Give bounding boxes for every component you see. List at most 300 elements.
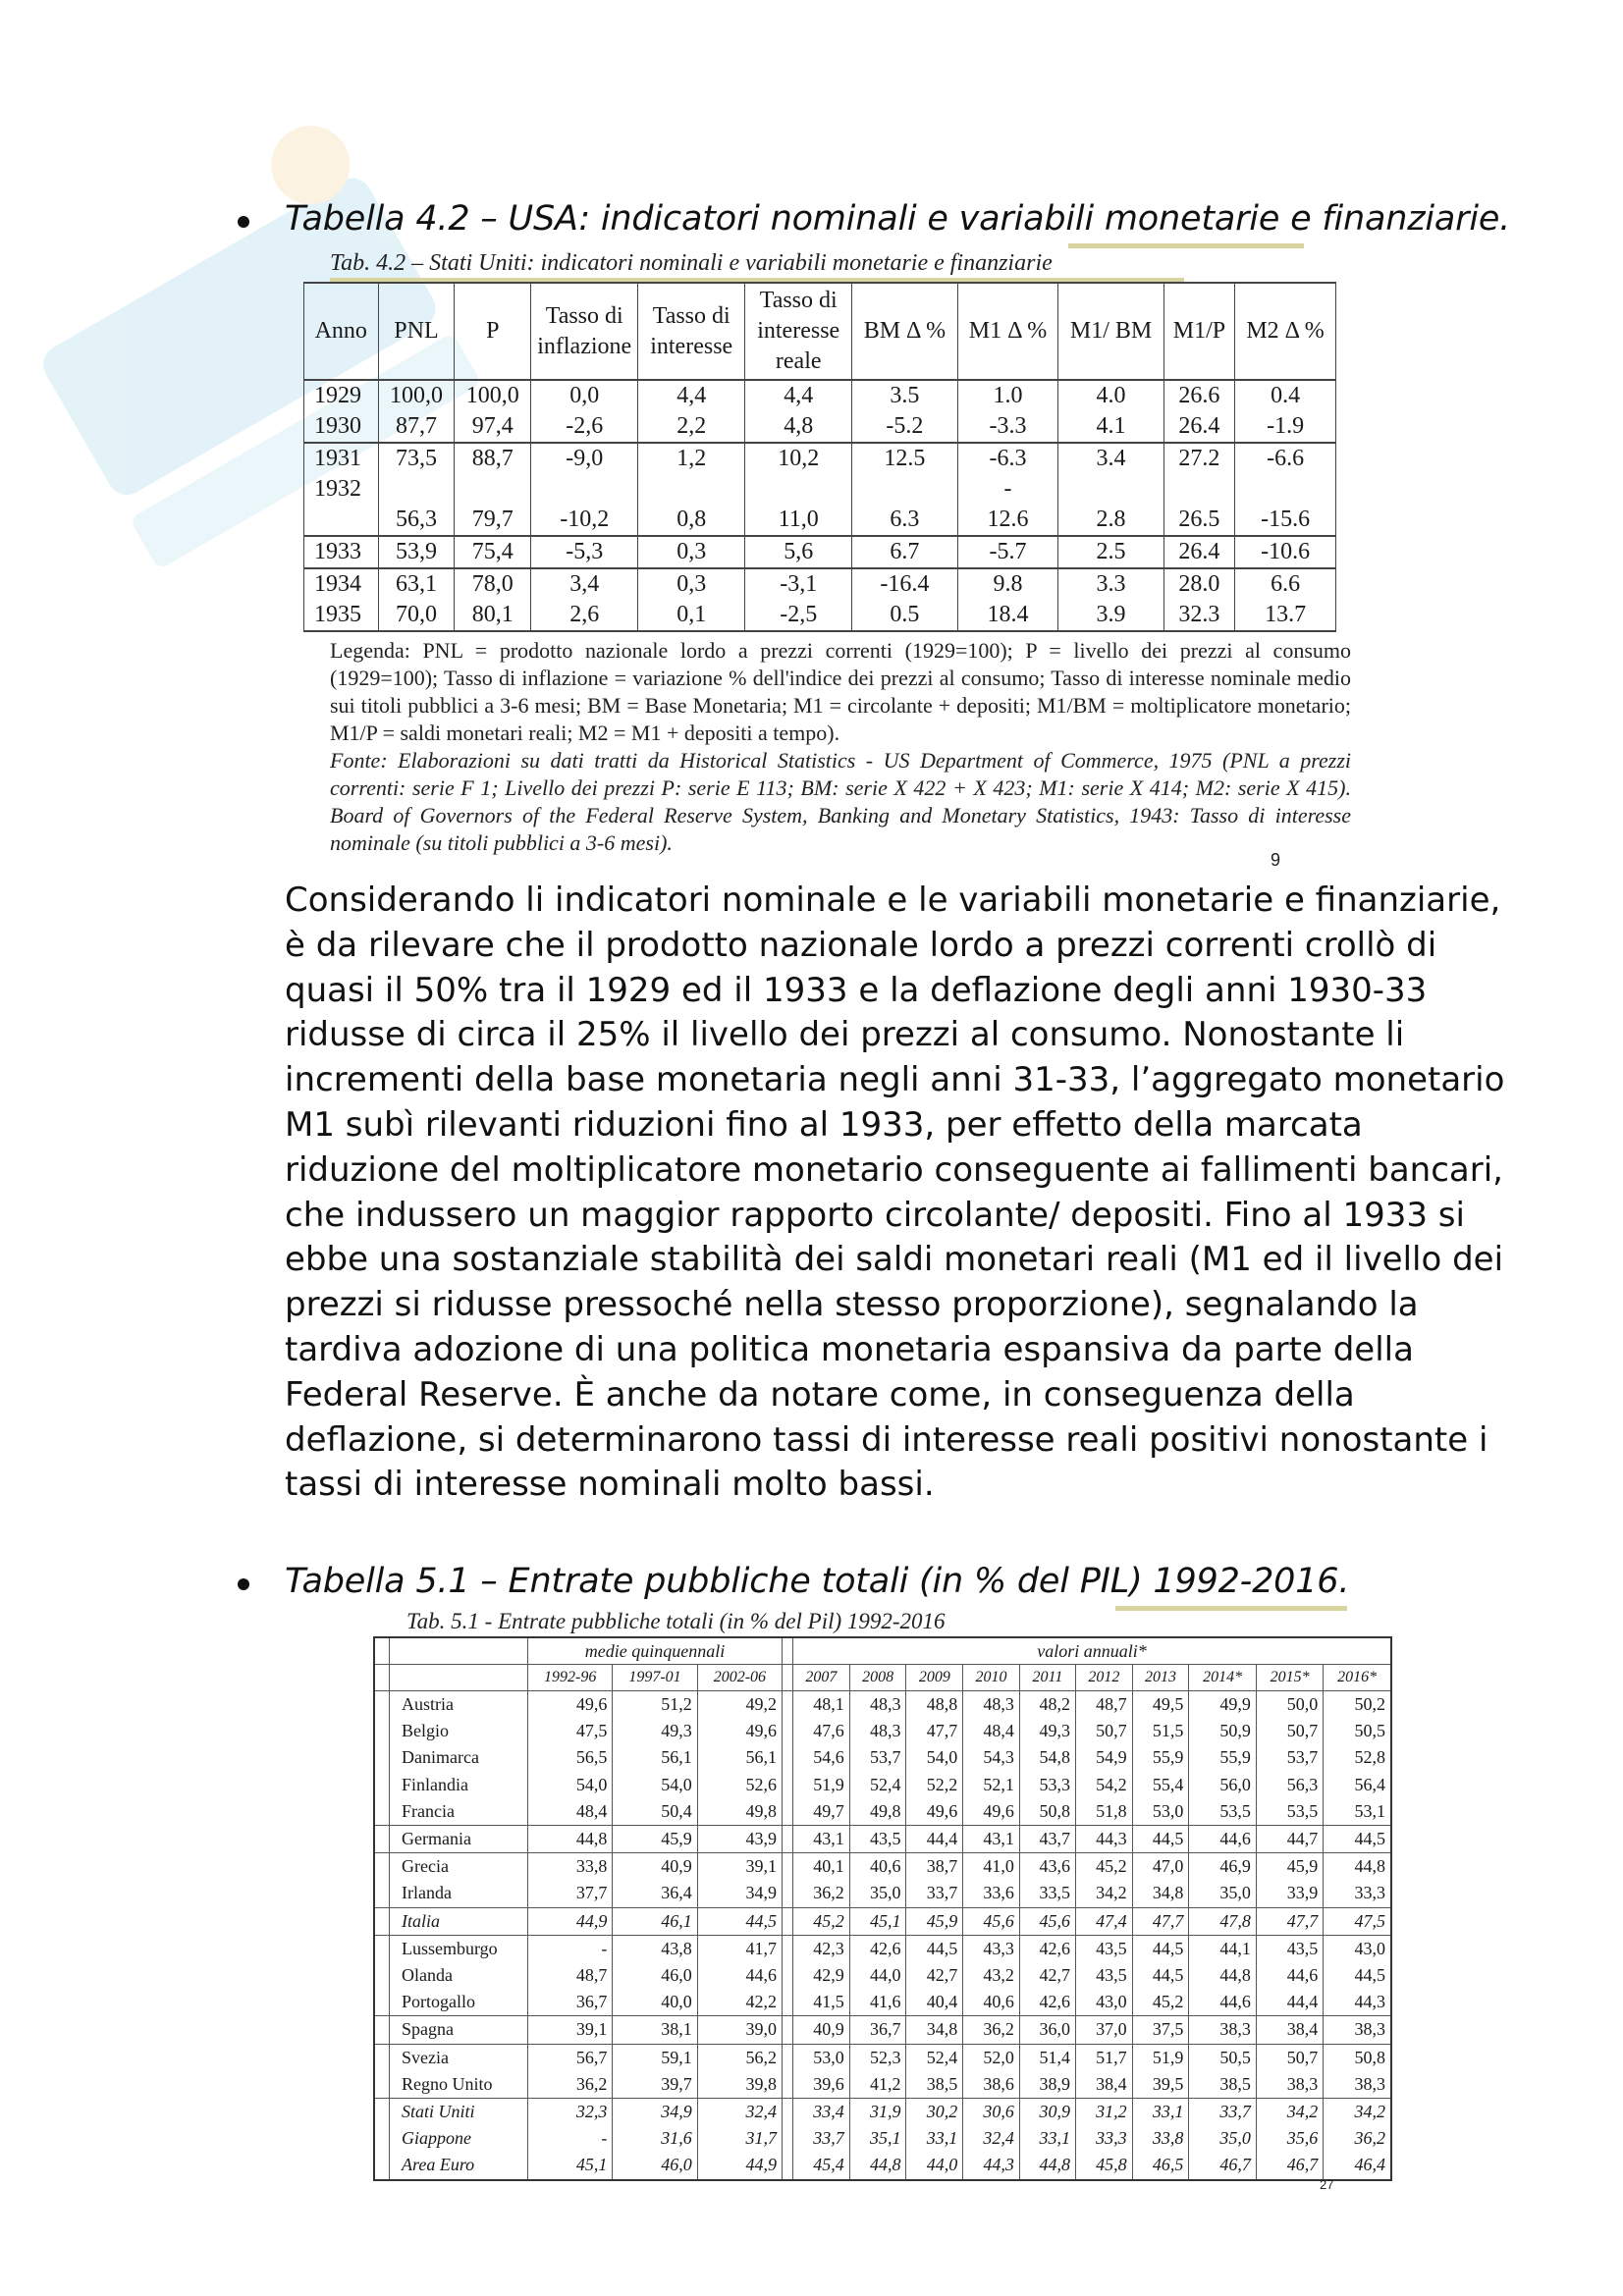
avg-cell: 32,3 bbox=[528, 2099, 613, 2126]
year-cell: 47,7 bbox=[906, 1718, 963, 1744]
avg-cell: 34,9 bbox=[697, 1880, 782, 1907]
year-cell: 43,0 bbox=[1075, 1989, 1132, 2016]
avg-cell: 39,1 bbox=[528, 2016, 613, 2044]
table-cell: 11,0 bbox=[745, 505, 852, 536]
country-name: Francia bbox=[390, 1798, 528, 1826]
group-medie: medie quinquennali bbox=[528, 1637, 783, 1665]
year-cell: 31,2 bbox=[1075, 2099, 1132, 2126]
bullet-icon bbox=[238, 1578, 249, 1590]
year-cell: 49,3 bbox=[1019, 1718, 1075, 1744]
table-cell: 6.7 bbox=[852, 536, 957, 568]
year-cell: 49,5 bbox=[1132, 1691, 1189, 1719]
year-cell: 49,9 bbox=[1189, 1691, 1256, 1719]
table-row bbox=[374, 1907, 1391, 1935]
country-name: Germania bbox=[390, 1826, 528, 1853]
table42-legend bbox=[330, 637, 1351, 857]
table-cell: 1935 bbox=[304, 600, 379, 631]
year-cell: 44,4 bbox=[906, 1826, 963, 1853]
avg-cell: 49,6 bbox=[697, 1718, 782, 1744]
year-cell: 34,8 bbox=[1132, 1880, 1189, 1907]
year-cell: 41,2 bbox=[849, 2071, 906, 2099]
table-cell bbox=[1235, 474, 1336, 505]
col-anno: Anno bbox=[304, 283, 379, 380]
year-cell: 44,0 bbox=[906, 2152, 963, 2179]
year-cell: 50,7 bbox=[1256, 2044, 1323, 2071]
table-cell: -16.4 bbox=[852, 568, 957, 600]
table-cell: 12.6 bbox=[957, 505, 1058, 536]
year-cell: 51,5 bbox=[1132, 1718, 1189, 1744]
country-name: Italia bbox=[390, 1907, 528, 1935]
year-cell: 40,6 bbox=[963, 1989, 1020, 2016]
year-cell: 43,5 bbox=[1256, 1935, 1323, 1962]
table-cell: 2,6 bbox=[531, 600, 638, 631]
table-row bbox=[374, 1989, 1391, 2016]
year-cell: 44,3 bbox=[1075, 1826, 1132, 1853]
avg-cell: 39,7 bbox=[613, 2071, 697, 2099]
table-cell: - bbox=[957, 474, 1058, 505]
table-row bbox=[374, 2152, 1391, 2179]
year-cell: 54,8 bbox=[1019, 1744, 1075, 1771]
table-cell: 0,3 bbox=[638, 568, 745, 600]
year-cell: 43,1 bbox=[793, 1826, 850, 1853]
year-cell: 50,5 bbox=[1324, 1718, 1391, 1744]
heading-underline bbox=[1115, 1606, 1347, 1611]
table-cell bbox=[455, 474, 531, 505]
period-header: 1997-01 bbox=[613, 1665, 697, 1691]
avg-cell: 52,6 bbox=[697, 1772, 782, 1798]
table-cell: 1.0 bbox=[957, 380, 1058, 411]
year-cell: 43,7 bbox=[1019, 1826, 1075, 1853]
year-cell: 35,0 bbox=[1189, 1880, 1256, 1907]
year-cell: 38,7 bbox=[906, 1853, 963, 1881]
heading-underline bbox=[1068, 243, 1304, 248]
table-cell: 13.7 bbox=[1235, 600, 1336, 631]
year-cell: 44,8 bbox=[849, 2152, 906, 2179]
group-annuali: valori annuali* bbox=[793, 1637, 1391, 1665]
year-cell: 48,2 bbox=[1019, 1691, 1075, 1719]
year-cell: 42,9 bbox=[793, 1962, 850, 1989]
avg-cell: 38,1 bbox=[613, 2016, 697, 2044]
year-cell: 38,3 bbox=[1324, 2071, 1391, 2099]
country-name: Irlanda bbox=[390, 1880, 528, 1907]
avg-cell: 45,1 bbox=[528, 2152, 613, 2179]
table-cell bbox=[852, 474, 957, 505]
table-row bbox=[304, 411, 1336, 443]
year-cell: 33,1 bbox=[1019, 2125, 1075, 2152]
year-cell: 49,7 bbox=[793, 1798, 850, 1826]
avg-cell: 46,0 bbox=[613, 1962, 697, 1989]
table-cell: 1934 bbox=[304, 568, 379, 600]
country-name: Giappone bbox=[390, 2125, 528, 2152]
year-cell: 44,5 bbox=[1132, 1962, 1189, 1989]
year-cell: 33,1 bbox=[1132, 2099, 1189, 2126]
year-header: 2014* bbox=[1189, 1665, 1256, 1691]
year-cell: 33,6 bbox=[963, 1880, 1020, 1907]
country-name: Stati Uniti bbox=[390, 2099, 528, 2126]
table-cell: 100,0 bbox=[378, 380, 455, 411]
table-cell: 6.6 bbox=[1235, 568, 1336, 600]
year-header: 2013 bbox=[1132, 1665, 1189, 1691]
table-row bbox=[374, 1691, 1391, 1719]
year-cell: 44,5 bbox=[1132, 1935, 1189, 1962]
avg-cell: 56,5 bbox=[528, 1744, 613, 1771]
year-cell: 53,1 bbox=[1324, 1798, 1391, 1826]
table-row bbox=[374, 1880, 1391, 1907]
year-cell: 48,1 bbox=[793, 1691, 850, 1719]
year-header: 2011 bbox=[1019, 1665, 1075, 1691]
table-cell: 10,2 bbox=[745, 443, 852, 474]
avg-cell: 50,4 bbox=[613, 1798, 697, 1826]
year-cell: 55,4 bbox=[1132, 1772, 1189, 1798]
table-row bbox=[304, 443, 1336, 474]
year-cell: 33,9 bbox=[1256, 1880, 1323, 1907]
table-row bbox=[374, 1962, 1391, 1989]
col-m2: M2 Δ % bbox=[1235, 283, 1336, 380]
table-cell: 12.5 bbox=[852, 443, 957, 474]
table-cell: 26.6 bbox=[1163, 380, 1234, 411]
table-cell: 3,4 bbox=[531, 568, 638, 600]
table-cell: 3.3 bbox=[1058, 568, 1163, 600]
year-cell: 41,6 bbox=[849, 1989, 906, 2016]
table-cell: 87,7 bbox=[378, 411, 455, 443]
year-cell: 45,2 bbox=[1132, 1989, 1189, 2016]
year-cell: 51,4 bbox=[1019, 2044, 1075, 2071]
table-cell: -5.2 bbox=[852, 411, 957, 443]
avg-cell: 40,9 bbox=[613, 1853, 697, 1881]
avg-cell: 49,6 bbox=[528, 1691, 613, 1719]
year-cell: 43,0 bbox=[1324, 1935, 1391, 1962]
table-cell: -2,5 bbox=[745, 600, 852, 631]
avg-cell: 39,1 bbox=[697, 1853, 782, 1881]
avg-cell: 41,7 bbox=[697, 1935, 782, 1962]
avg-cell: 31,7 bbox=[697, 2125, 782, 2152]
avg-cell: 46,1 bbox=[613, 1907, 697, 1935]
year-cell: 46,4 bbox=[1324, 2152, 1391, 2179]
table-cell: -6.6 bbox=[1235, 443, 1336, 474]
year-cell: 45,9 bbox=[906, 1907, 963, 1935]
table-row bbox=[374, 1853, 1391, 1881]
avg-cell: 36,7 bbox=[528, 1989, 613, 2016]
year-cell: 39,6 bbox=[793, 2071, 850, 2099]
year-cell: 47,6 bbox=[793, 1718, 850, 1744]
avg-cell: - bbox=[528, 1935, 613, 1962]
table-cell: 5,6 bbox=[745, 536, 852, 568]
year-cell: 38,4 bbox=[1075, 2071, 1132, 2099]
table-row bbox=[374, 2125, 1391, 2152]
year-cell: 44,7 bbox=[1256, 1826, 1323, 1853]
table-cell: 73,5 bbox=[378, 443, 455, 474]
country-name: Belgio bbox=[390, 1718, 528, 1744]
year-cell: 48,4 bbox=[963, 1718, 1020, 1744]
table-cell: 75,4 bbox=[455, 536, 531, 568]
table-cell: 28.0 bbox=[1163, 568, 1234, 600]
year-cell: 46,5 bbox=[1132, 2152, 1189, 2179]
table-row bbox=[374, 2016, 1391, 2044]
year-cell: 42,7 bbox=[1019, 1962, 1075, 1989]
year-cell: 37,5 bbox=[1132, 2016, 1189, 2044]
year-header: 2008 bbox=[849, 1665, 906, 1691]
table-cell: -10.6 bbox=[1235, 536, 1336, 568]
year-cell: 34,2 bbox=[1075, 1880, 1132, 1907]
year-cell: 38,6 bbox=[963, 2071, 1020, 2099]
year-cell: 54,3 bbox=[963, 1744, 1020, 1771]
table-row bbox=[374, 1744, 1391, 1771]
source-note: Fonte: Elaborazioni su dati tratti da Historical Statistics - US Department of Commerce, 1975 (PNL a prezzi correnti: serie F 1; Livello dei prezzi P: serie E 113; BM: serie X 422 + X 423; M1: serie X 414; M2: serie X 415). Board of Governors of the Federal Reserve System, Banking and Monetary Statistics, 1943: Tasso di interesse nominale (su titoli pubblici a 3-6 mesi). bbox=[330, 748, 1351, 855]
year-cell: 53,7 bbox=[849, 1744, 906, 1771]
year-cell: 52,4 bbox=[906, 2044, 963, 2071]
year-cell: 41,0 bbox=[963, 1853, 1020, 1881]
table-cell bbox=[638, 474, 745, 505]
year-cell: 44,3 bbox=[963, 2152, 1020, 2179]
year-cell: 38,4 bbox=[1256, 2016, 1323, 2044]
year-header: 2015* bbox=[1256, 1665, 1323, 1691]
avg-cell: 31,6 bbox=[613, 2125, 697, 2152]
year-header: 2016* bbox=[1324, 1665, 1391, 1691]
table-cell: 0,1 bbox=[638, 600, 745, 631]
avg-cell: 44,9 bbox=[528, 1907, 613, 1935]
table-cell: 3.4 bbox=[1058, 443, 1163, 474]
year-cell: 50,8 bbox=[1324, 2044, 1391, 2071]
year-cell: 44,0 bbox=[849, 1962, 906, 1989]
year-cell: 50,7 bbox=[1075, 1718, 1132, 1744]
avg-cell: 56,1 bbox=[697, 1744, 782, 1771]
year-cell: 42,6 bbox=[849, 1935, 906, 1962]
year-cell: 44,5 bbox=[1324, 1962, 1391, 1989]
year-cell: 48,3 bbox=[849, 1691, 906, 1719]
avg-cell: 43,8 bbox=[613, 1935, 697, 1962]
year-cell: 55,9 bbox=[1189, 1744, 1256, 1771]
year-cell: 52,4 bbox=[849, 1772, 906, 1798]
year-cell: 49,6 bbox=[963, 1798, 1020, 1826]
year-cell: 47,8 bbox=[1189, 1907, 1256, 1935]
table-cell: 3.5 bbox=[852, 380, 957, 411]
year-cell: 50,9 bbox=[1189, 1718, 1256, 1744]
year-header: 2010 bbox=[963, 1665, 1020, 1691]
year-cell: 35,1 bbox=[849, 2125, 906, 2152]
country-name: Lussemburgo bbox=[390, 1935, 528, 1962]
year-cell: 47,0 bbox=[1132, 1853, 1189, 1881]
year-cell: 43,1 bbox=[963, 1826, 1020, 1853]
year-cell: 55,9 bbox=[1132, 1744, 1189, 1771]
avg-cell: 56,7 bbox=[528, 2044, 613, 2071]
table-cell: 56,3 bbox=[378, 505, 455, 536]
year-cell: 44,5 bbox=[1132, 1826, 1189, 1853]
year-cell: 35,6 bbox=[1256, 2125, 1323, 2152]
period-header: 1992-96 bbox=[528, 1665, 613, 1691]
bullet-icon bbox=[238, 216, 249, 228]
avg-cell: 48,7 bbox=[528, 1962, 613, 1989]
year-cell: 53,0 bbox=[1132, 1798, 1189, 1826]
year-cell: 56,3 bbox=[1256, 1772, 1323, 1798]
avg-cell: 44,6 bbox=[697, 1962, 782, 1989]
year-cell: 43,5 bbox=[1075, 1962, 1132, 1989]
year-cell: 49,8 bbox=[849, 1798, 906, 1826]
year-cell: 45,1 bbox=[849, 1907, 906, 1935]
table-row bbox=[304, 568, 1336, 600]
year-cell: 54,2 bbox=[1075, 1772, 1132, 1798]
year-cell: 46,7 bbox=[1189, 2152, 1256, 2179]
section1-heading: Tabella 4.2 – USA: indicatori nominali e variabili monetarie e finanziarie. bbox=[285, 199, 1511, 239]
table-cell: 88,7 bbox=[455, 443, 531, 474]
table-cell: 78,0 bbox=[455, 568, 531, 600]
table-cell bbox=[531, 474, 638, 505]
table-cell: 4.0 bbox=[1058, 380, 1163, 411]
year-cell: 44,8 bbox=[1019, 2152, 1075, 2179]
year-cell: 38,5 bbox=[1189, 2071, 1256, 2099]
table-5-1 bbox=[373, 1636, 1392, 2181]
avg-cell: 39,0 bbox=[697, 2016, 782, 2044]
table-cell: 1929 bbox=[304, 380, 379, 411]
table-row bbox=[304, 474, 1336, 505]
year-cell: 50,2 bbox=[1324, 1691, 1391, 1719]
table-cell: 1,2 bbox=[638, 443, 745, 474]
year-cell: 54,0 bbox=[906, 1744, 963, 1771]
year-cell: 53,3 bbox=[1019, 1772, 1075, 1798]
table-cell bbox=[745, 474, 852, 505]
avg-cell: 56,2 bbox=[697, 2044, 782, 2071]
year-cell: 50,5 bbox=[1189, 2044, 1256, 2071]
col-pnl: PNL bbox=[378, 283, 455, 380]
table-cell: 2.5 bbox=[1058, 536, 1163, 568]
avg-cell: 49,3 bbox=[613, 1718, 697, 1744]
year-cell: 48,3 bbox=[849, 1718, 906, 1744]
table42-title: Tab. 4.2 – Stati Uniti: indicatori nominali e variabili monetarie e finanziarie bbox=[330, 250, 1053, 276]
table-cell: 80,1 bbox=[455, 600, 531, 631]
body-paragraph: Considerando li indicatori nominale e le variabili monetarie e finanziarie, è da rilevare che il prodotto nazionale lordo a prezzi correnti crollò di quasi il 50% tra il 1929 ed il 1933 e la deflazione degli anni 1930-33 ridusse di circa il 25% il livello dei prezzi al consumo. Nonostante li incrementi della base monetaria negli anni 31-33, l’aggregato monetario M1 subì rilevanti riduzioni fino al 1933, per effetto della marcata riduzione del moltiplicatore monetario conseguente ai fallimenti bancari, che indussero un maggior rapporto circolante/ depositi. Fino al 1933 si ebbe una sostanziale stabilità dei saldi monetari reali (M1 ed il livello dei prezzi si ridusse pressoché nella stesso proporzione), segnalando la tardiva adozione di una politica monetaria espansiva da parte della Federal Reserve. È anche da notare come, in conseguenza della deflazione, si determinarono tassi di interesse reali positivi nonostante i tassi di interesse nominali molto bassi. bbox=[285, 881, 1505, 1505]
year-cell: 50,7 bbox=[1256, 1718, 1323, 1744]
col-bm: BM Δ % bbox=[852, 283, 957, 380]
table-cell: 32.3 bbox=[1163, 600, 1234, 631]
year-header: 2009 bbox=[906, 1665, 963, 1691]
table-row bbox=[304, 600, 1336, 631]
year-cell: 53,7 bbox=[1256, 1744, 1323, 1771]
year-cell: 51,9 bbox=[1132, 2044, 1189, 2071]
table-cell: 0.5 bbox=[852, 600, 957, 631]
avg-cell: 51,2 bbox=[613, 1691, 697, 1719]
year-cell: 42,7 bbox=[906, 1962, 963, 1989]
year-cell: 54,9 bbox=[1075, 1744, 1132, 1771]
year-cell: 40,9 bbox=[793, 2016, 850, 2044]
avg-cell: 47,5 bbox=[528, 1718, 613, 1744]
avg-cell: 59,1 bbox=[613, 2044, 697, 2071]
year-cell: 45,4 bbox=[793, 2152, 850, 2179]
year-cell: 47,5 bbox=[1324, 1907, 1391, 1935]
country-name: Grecia bbox=[390, 1853, 528, 1881]
avg-cell: 32,4 bbox=[697, 2099, 782, 2126]
table-cell: -3,1 bbox=[745, 568, 852, 600]
country-name: Finlandia bbox=[390, 1772, 528, 1798]
year-cell: 47,7 bbox=[1132, 1907, 1189, 1935]
table-cell: -5.7 bbox=[957, 536, 1058, 568]
avg-cell: 44,5 bbox=[697, 1907, 782, 1935]
year-cell: 49,6 bbox=[906, 1798, 963, 1826]
avg-cell: - bbox=[528, 2125, 613, 2152]
table-cell: 2,2 bbox=[638, 411, 745, 443]
table-cell: 1931 bbox=[304, 443, 379, 474]
year-cell: 31,9 bbox=[849, 2099, 906, 2126]
year-cell: 42,3 bbox=[793, 1935, 850, 1962]
table-row bbox=[374, 2099, 1391, 2126]
year-cell: 36,2 bbox=[793, 1880, 850, 1907]
year-cell: 52,1 bbox=[963, 1772, 1020, 1798]
year-cell: 44,3 bbox=[1324, 1989, 1391, 2016]
year-cell: 39,5 bbox=[1132, 2071, 1189, 2099]
year-cell: 33,5 bbox=[1019, 1880, 1075, 1907]
year-cell: 30,9 bbox=[1019, 2099, 1075, 2126]
year-cell: 40,1 bbox=[793, 1853, 850, 1881]
table-cell: -9,0 bbox=[531, 443, 638, 474]
table-cell: 1930 bbox=[304, 411, 379, 443]
table-row bbox=[304, 505, 1336, 536]
year-cell: 45,8 bbox=[1075, 2152, 1132, 2179]
year-cell: 37,0 bbox=[1075, 2016, 1132, 2044]
year-cell: 30,6 bbox=[963, 2099, 1020, 2126]
avg-cell: 43,9 bbox=[697, 1826, 782, 1853]
avg-cell: 49,8 bbox=[697, 1798, 782, 1826]
year-cell: 40,4 bbox=[906, 1989, 963, 2016]
table-row bbox=[374, 1772, 1391, 1798]
table-cell: 26.5 bbox=[1163, 505, 1234, 536]
avg-cell: 54,0 bbox=[528, 1772, 613, 1798]
year-cell: 56,0 bbox=[1189, 1772, 1256, 1798]
col-m1: M1 Δ % bbox=[957, 283, 1058, 380]
year-cell: 33,3 bbox=[1324, 1880, 1391, 1907]
year-cell: 35,0 bbox=[849, 1880, 906, 1907]
year-cell: 33,1 bbox=[906, 2125, 963, 2152]
table-cell: 3.9 bbox=[1058, 600, 1163, 631]
slide-number: 27 bbox=[1320, 2177, 1334, 2192]
table-cell: 53,9 bbox=[378, 536, 455, 568]
table-cell: 18.4 bbox=[957, 600, 1058, 631]
avg-cell: 49,2 bbox=[697, 1691, 782, 1719]
table-cell: 63,1 bbox=[378, 568, 455, 600]
country-name: Austria bbox=[390, 1691, 528, 1719]
col-interesse-reale: Tasso di interesse reale bbox=[745, 283, 852, 380]
table-cell: 26.4 bbox=[1163, 411, 1234, 443]
year-cell: 38,3 bbox=[1189, 2016, 1256, 2044]
year-cell: 44,1 bbox=[1189, 1935, 1256, 1962]
slide-number: 9 bbox=[1271, 850, 1281, 870]
year-cell: 38,5 bbox=[906, 2071, 963, 2099]
country-name: Portogallo bbox=[390, 1989, 528, 2016]
country-name: Danimarca bbox=[390, 1744, 528, 1771]
col-inflazione: Tasso di inflazione bbox=[531, 283, 638, 380]
table-cell: 79,7 bbox=[455, 505, 531, 536]
year-cell: 43,2 bbox=[963, 1962, 1020, 1989]
avg-cell: 48,4 bbox=[528, 1798, 613, 1826]
year-cell: 38,9 bbox=[1019, 2071, 1075, 2099]
avg-cell: 54,0 bbox=[613, 1772, 697, 1798]
avg-cell: 36,4 bbox=[613, 1880, 697, 1907]
section2-heading: Tabella 5.1 – Entrate pubbliche totali (in % del PIL) 1992-2016. bbox=[285, 1562, 1350, 1601]
table-cell: 0,8 bbox=[638, 505, 745, 536]
year-header: 2007 bbox=[793, 1665, 850, 1691]
avg-cell: 44,8 bbox=[528, 1826, 613, 1853]
year-cell: 43,5 bbox=[1075, 1935, 1132, 1962]
year-cell: 32,4 bbox=[963, 2125, 1020, 2152]
year-cell: 54,6 bbox=[793, 1744, 850, 1771]
table-cell: -5,3 bbox=[531, 536, 638, 568]
year-cell: 36,2 bbox=[1324, 2125, 1391, 2152]
table-cell: 4,4 bbox=[638, 380, 745, 411]
year-cell: 42,6 bbox=[1019, 1989, 1075, 2016]
year-cell: 43,6 bbox=[1019, 1853, 1075, 1881]
year-header: 2012 bbox=[1075, 1665, 1132, 1691]
avg-cell: 45,9 bbox=[613, 1826, 697, 1853]
year-cell: 40,6 bbox=[849, 1853, 906, 1881]
table-cell: 2.8 bbox=[1058, 505, 1163, 536]
year-cell: 36,7 bbox=[849, 2016, 906, 2044]
